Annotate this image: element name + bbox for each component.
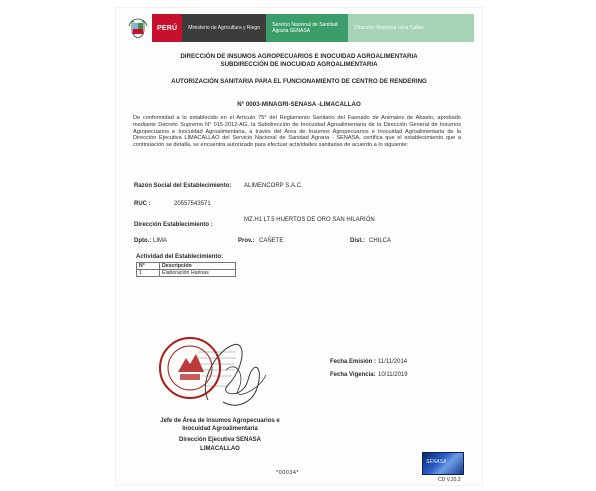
certificate-number: N° 0003-MINAGRI-SENASA -LIMACALLAO — [237, 101, 361, 108]
letterhead — [124, 14, 474, 42]
direction-label: Dirección Regional Lima Callao — [348, 14, 474, 42]
dist-label: Dist.: — [350, 238, 365, 244]
ruc-value: 20557543571 — [174, 201, 211, 207]
table-cell-description: Elaboración Harinas — [160, 270, 236, 277]
prov-label: Prov.: — [238, 238, 255, 244]
signatory-line-1: Jefe de Área de Insumos Agropecuarios e — [160, 418, 280, 424]
dpto-value: LIMA — [153, 238, 168, 244]
dist-value: CHILCA — [369, 238, 392, 244]
title-line-3: AUTORIZACIÓN SANITARIA PARA EL FUNCIONAMIENTO DE CENTRO DE RENDERING — [171, 78, 427, 85]
handwritten-signature — [188, 330, 278, 425]
ruc-label: RUC : — [134, 201, 151, 207]
razon-social-value: ALIMENCORP S.A.C. — [244, 183, 303, 189]
title-line-2: SUBDIRECCIÓN DE INOCUIDAD AGROALIMENTARIA — [220, 61, 378, 68]
form-code: CD V.20.2 — [438, 477, 461, 483]
coat-of-arms-icon — [124, 14, 152, 42]
actividad-label: Actividad del Establecimiento: — [136, 254, 224, 260]
dpto-label: Dpto.: — [134, 238, 152, 244]
prov-value: CAÑETE — [259, 238, 284, 244]
signatory-line-4: LIMACALLAO — [200, 446, 240, 452]
direccion-label: Dirección Establecimiento : — [134, 222, 213, 228]
fecha-vigencia-value: 10/11/2019 — [378, 372, 408, 378]
table-header-number: N° — [137, 263, 160, 270]
title-line-1: DIRECCIÓN DE INSUMOS AGROPECUARIOS E INOCUIDAD AGROALIMENTARIA — [180, 53, 418, 60]
hologram-seal-icon: SENASA — [422, 452, 464, 475]
peru-label: PERÚ — [152, 14, 182, 42]
serial-number: *00034* — [276, 470, 300, 476]
fecha-vigencia-label: Fecha Vigencia: — [330, 372, 376, 378]
senasa-label: Servicio Nacional de Sanidad Agraria SENASA — [266, 14, 348, 42]
signatory-line-2: Inocuidad Agroalimentaria — [182, 426, 258, 432]
table-row — [137, 270, 236, 277]
table-cell-number: 1 — [137, 270, 160, 277]
fecha-emision-value: 11/11/2014 — [378, 359, 408, 365]
fecha-emision-label: Fecha Emisión : — [330, 359, 377, 365]
direccion-value: MZ.H1 LT.5 HUERTOS DE ORO SAN HILARIÓN — [244, 217, 375, 223]
signatory-line-3: Dirección Ejecutiva SENASA — [178, 437, 262, 443]
table-header-row — [137, 263, 236, 270]
table-header-description: Descripción — [160, 263, 236, 270]
razon-social-label: Razón Social del Establecimiento: — [134, 183, 232, 189]
body-paragraph: De conformidad a lo establecido en el Artículo 75° del Reglamento Sanitario del Faenado de Animales de Abasto, aprobado mediante Decreto Supremo N° 015-2012-AG, la Subdirección de Inocuidad Agroalimentaria de la Dirección General de Insumos Agropecuarios e Inocuidad Agroalimentaria, a través del Área de Insumos Agropecuarios e Inocuidad Agroalimentaria de la Dirección Ejecutiva LIMACALLAO del Servicio Nacional de Sanidad Agraria - SENASA, certifica que el establecimiento que a continuación se detalla, se encuentra autorizado para efectuar actividades sanitarias de acuerdo a lo siguiente: — [133, 115, 461, 149]
ministry-label: Ministerio de Agricultura y Riego — [182, 14, 266, 42]
activity-table — [136, 262, 236, 277]
